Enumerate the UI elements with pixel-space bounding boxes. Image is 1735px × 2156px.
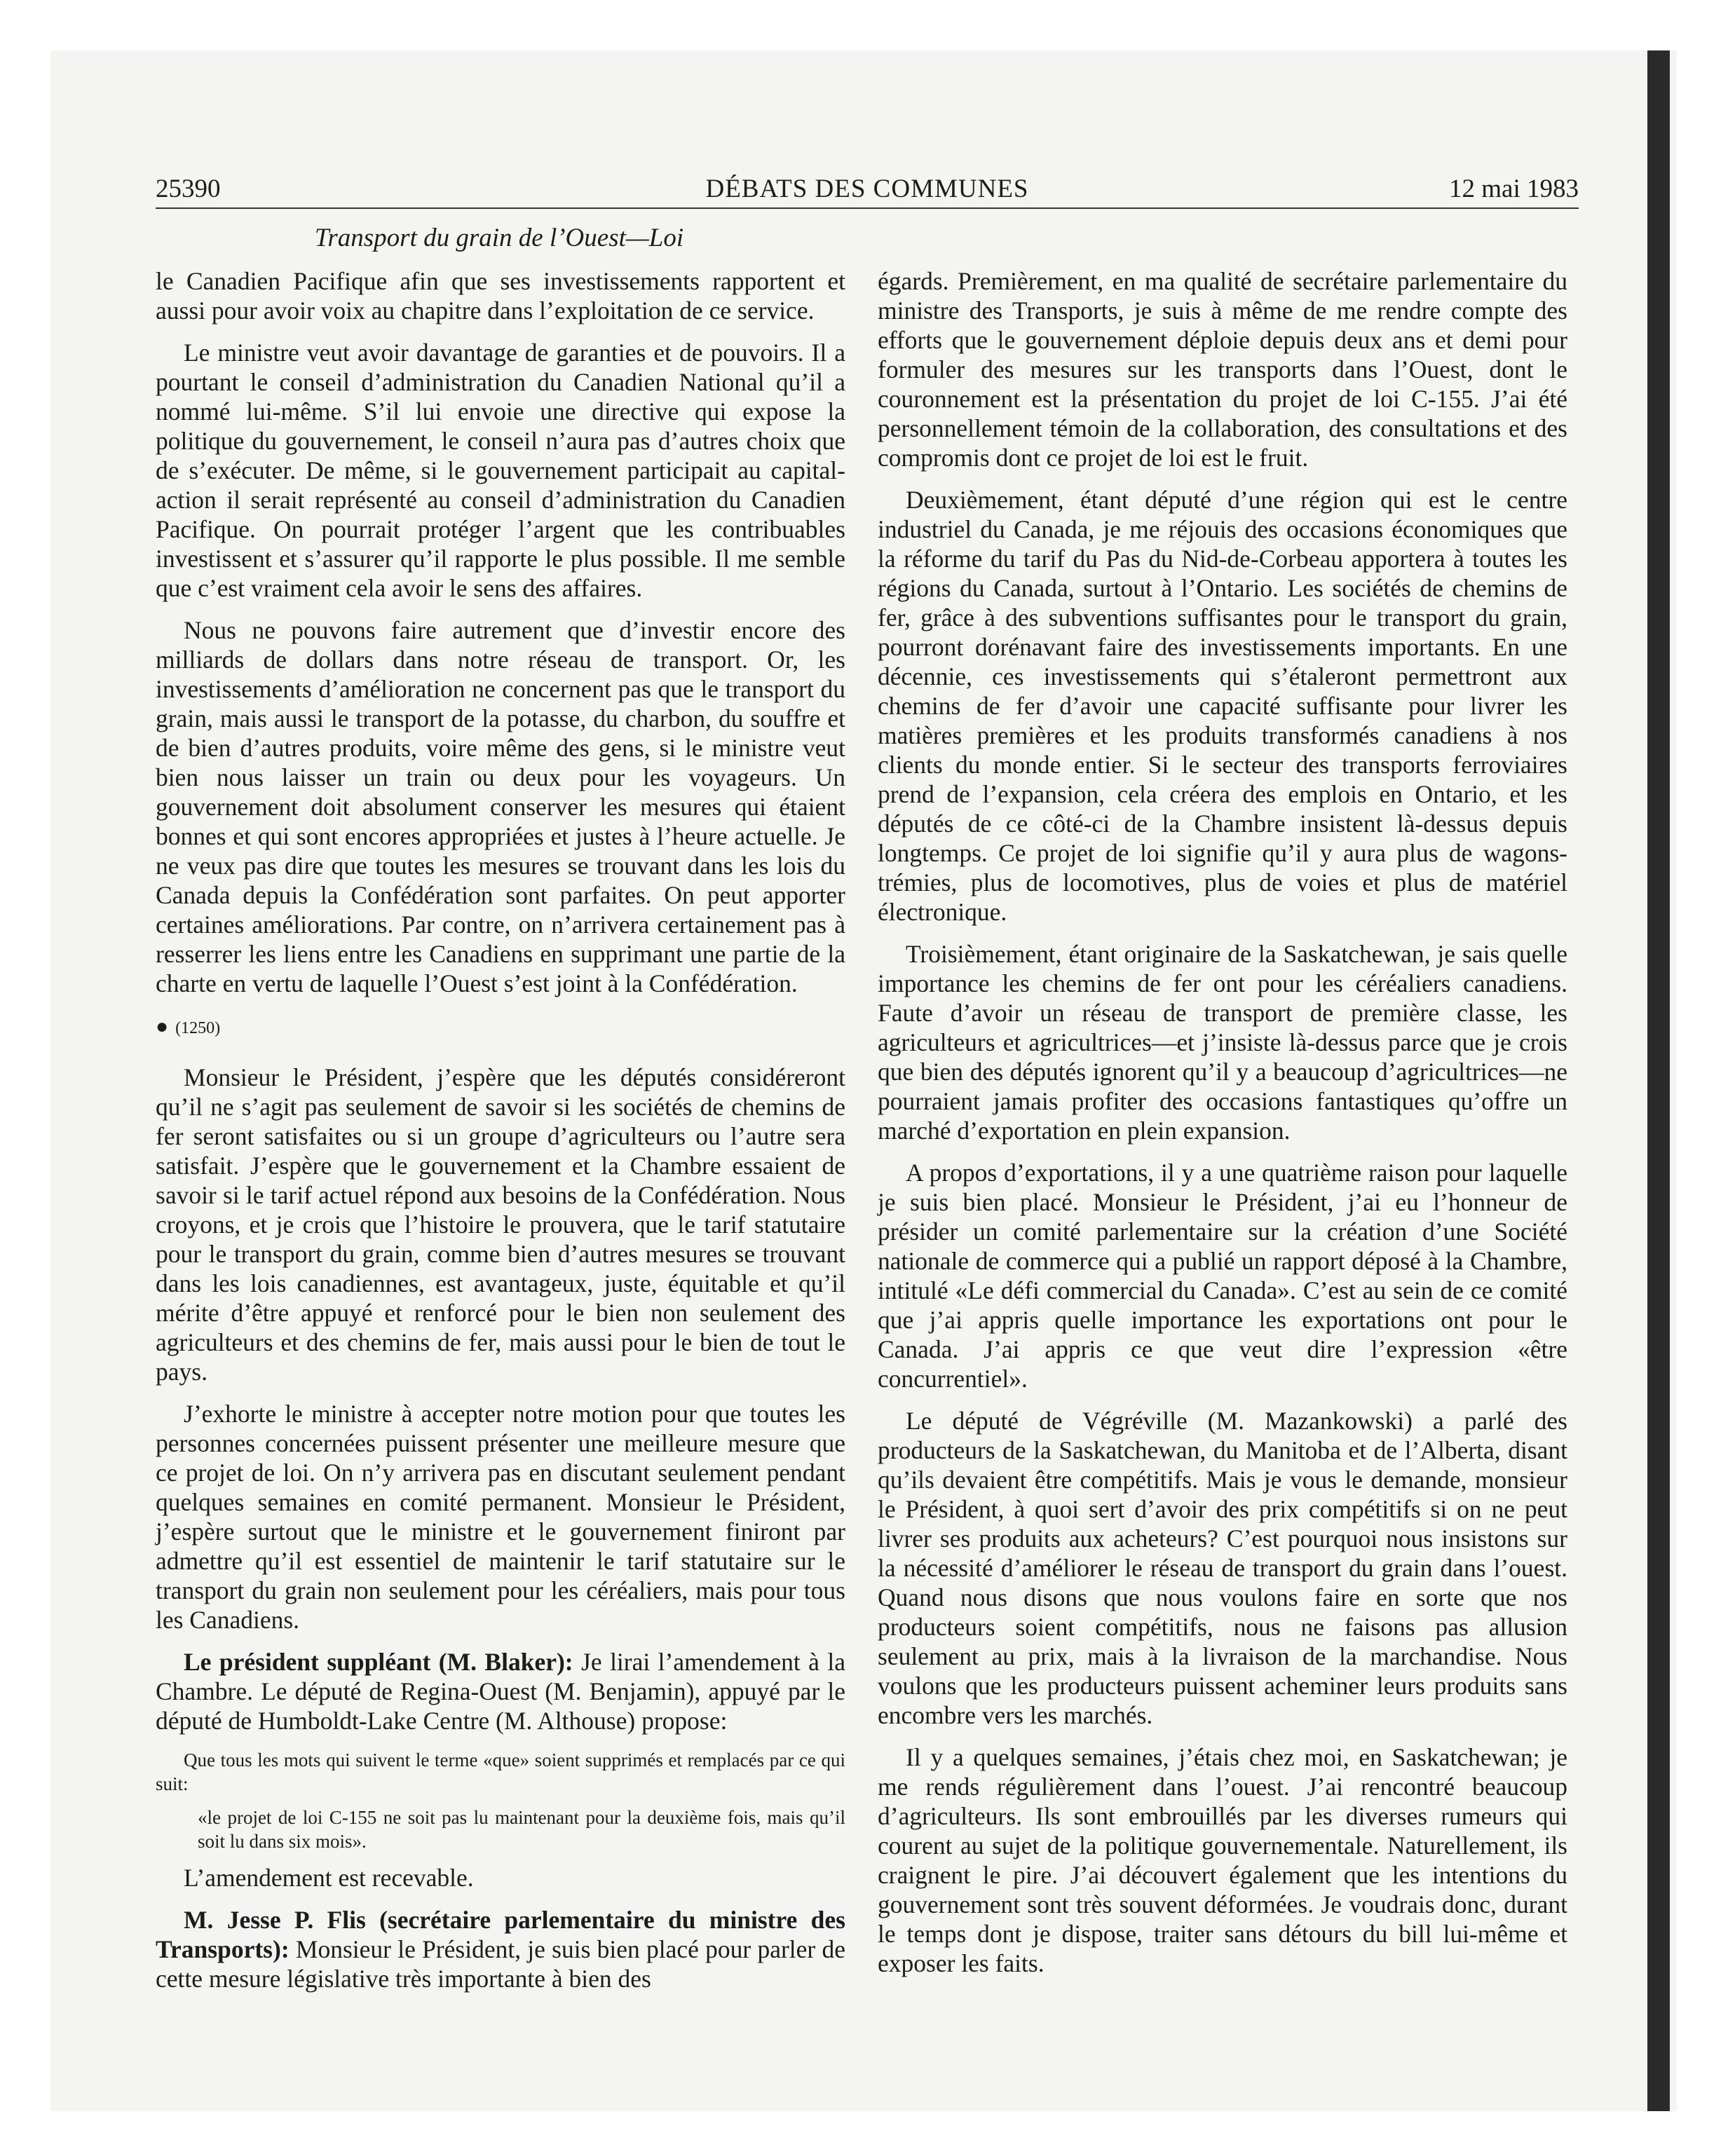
time-marker bbox=[156, 1016, 845, 1039]
running-title: Transport du grain de l’Ouest—Loi bbox=[314, 224, 684, 252]
time-marker-text: (1250) bbox=[175, 1019, 221, 1037]
paragraph: le Canadien Pacifique afin que ses investissements rapportent et aussi pour avoir voix au chapitre dans l’exploitation de ce service. bbox=[156, 267, 845, 325]
paragraph: Monsieur le Président, j’espère que les députés considéreront qu’il ne s’agit pas seulement de savoir si les sociétés de chemins de fer seront satisfaites ou si un groupe d’agriculteurs ou l’autre sera satisfait. J’espère que le gouvernement et la Chambre essaient de savoir si le tarif actuel répond aux besoins de la Confédération. Nous croyons, et je crois que l’histoire le prouvera, que le tarif statutaire pour le transport du grain, comme bien d’autres mesures se trouvant dans les lois canadiennes, est avantageux, juste, équitable et qu’il mérite d’être appuyé et renforcé pour le bien non seulement des agriculteurs et des chemins de fer, mais aussi pour le bien de tout le pays. bbox=[156, 1063, 845, 1386]
paragraph: J’exhorte le ministre à accepter notre motion pour que toutes les personnes concernées puissent présenter une meilleure mesure que ce projet de loi. On n’y arrivera pas en discutant seulement pendant quelques semaines en comité permanent. Monsieur le Président, j’espère surtout que le ministre et le gouvernement finiront par admettre qu’il est essentiel de maintenir le tarif statutaire sur le transport du grain non seulement pour les céréaliers, mais pour tous les Canadiens. bbox=[156, 1400, 845, 1634]
left-column bbox=[156, 266, 845, 2006]
publication-title: DÉBATS DES COMMUNES bbox=[705, 175, 1029, 203]
speech-text: Monsieur le Président, je suis bien placé pour parler de cette mesure législative très importante à bien des bbox=[156, 1935, 845, 1993]
paragraph: égards. Premièrement, en ma qualité de secrétaire parlementaire du ministre des Transports, je suis à même de me rendre compte des efforts que le gouvernement déploie depuis deux ans et demi pour formuler des mesures sur les transports dans l’Ouest, dont le couronnement est la présentation du projet de loi C-155. J’ai été personnellement témoin de la collaboration, des consultations et des compromis dont ce projet de loi est le fruit. bbox=[878, 267, 1567, 472]
paragraph: Le ministre veut avoir davantage de garanties et de pouvoirs. Il a pourtant le conseil d’administration du Canadien National qu’il a nommé lui-même. S’il lui envoie une directive qui expose la politique du gouvernement, le conseil n’aura pas d’autres choix que de s’exécuter. De même, si le gouvernement participait au capital-action il serait représenté au conseil d’administration du Canadien Pacifique. On pourrait protéger l’argent que les contribuables investissent et s’assurer qu’il rapporte le plus possible. Il me semble que c’est vraiment cela avoir le sens des affaires. bbox=[156, 339, 845, 602]
publication-date: 12 mai 1983 bbox=[1449, 175, 1579, 203]
paragraph: Le député de Végréville (M. Mazankowski) a parlé des producteurs de la Saskatchewan, du Manitoba et de l’Alberta, disant qu’ils devaient être compétitifs. Mais je vous le demande, monsieur le Président, à quoi sert d’avoir des prix compétitifs si on ne peut livrer ses produits aux acheteurs? C’est pourquoi nous insistons sur la nécessité d’améliorer le réseau de transport du grain dans l’ouest. Quand nous disons que nous voulons faire en sorte que nos producteurs soient compétitifs, nous ne faisons pas allusion seulement au prix, mais à la livraison de la marchandise. Nous voulons que les producteurs puissent acheminer leurs produits sans encombre vers les marchés. bbox=[878, 1407, 1567, 1729]
speaker-name: Le président suppléant (M. Blaker): bbox=[184, 1648, 573, 1676]
amendment-text: «le projet de loi C-155 ne soit pas lu maintenant pour la deuxième fois, mais qu’il soit lu dans six mois». bbox=[198, 1807, 845, 1852]
paragraph: Deuxièmement, étant député d’une région qui est le centre industriel du Canada, je me réjouis des occasions économiques que la réforme du tarif du Pas du Nid-de-Corbeau apportera à toutes les régions du Canada, surtout à l’Ontario. Les sociétés de chemins de fer, grâce à des subventions suffisantes pour le transport du grain, pourront dorénavant faire des investissements importants. En une décennie, ces investissements qui s’étaleront permettront aux chemins de fer d’avoir une capacité suffisante pour livrer les matières premières et les produits transformés canadiens à nos clients du monde entier. Si le secteur des transports ferroviaires prend de l’expansion, cela créera des emplois en Ontario, et les députés de ce côté-ci de la Chambre insistent là-dessus depuis longtemps. Ce projet de loi signifie qu’il y aura plus de wagons-trémies, plus de locomotives, plus de voies et plus de matériel électronique. bbox=[878, 486, 1567, 926]
page-header bbox=[156, 174, 1579, 209]
speech-text: Je lirai l’amendement à la Chambre. Le député de Regina-Ouest (M. Benjamin), appuyé par le député de Humboldt-Lake Centre (M. Althouse) propose: bbox=[156, 1648, 846, 1735]
page-number: 25390 bbox=[156, 175, 221, 203]
bullet-icon: ● bbox=[156, 1015, 169, 1038]
speaker-paragraph bbox=[156, 1905, 845, 1993]
amendment-quote: Que tous les mots qui suivent le terme «que» soient supprimés et remplacés par ce qui suit: bbox=[156, 1749, 845, 1794]
speaker-name: M. Jesse P. Flis (secrétaire parlementaire du ministre des Transports): bbox=[156, 1906, 845, 1963]
right-column bbox=[878, 266, 1567, 1991]
paragraph: L’amendement est recevable. bbox=[184, 1864, 474, 1892]
paragraph: Il y a quelques semaines, j’étais chez moi, en Saskatchewan; je me rends régulièrement dans l’ouest. J’ai rencontré beaucoup d’agriculteurs. Ils sont embrouillés par les diverses rumeurs qui courent au sujet de la politique gouvernementale. Naturellement, ils craignent le pire. J’ai découvert également que les intentions du gouvernement sont très souvent déformées. Je voudrais donc, durant le temps dont je dispose, traiter sans détours du bill lui-même et exposer les faits. bbox=[878, 1743, 1567, 1977]
paragraph: Troisièmement, étant originaire de la Saskatchewan, je sais quelle importance les chemins de fer ont pour les céréaliers canadiens. Faute d’avoir un réseau de transport de première classe, les agriculteurs et agricultrices—et j’insiste là-dessus parce que je crois que bien des députés ignorent qu’il y a beaucoup d’agricultrices—ne pourraient jamais profiter des occasions fantastiques qu’offre un marché d’exportation en plein expansion. bbox=[878, 940, 1567, 1145]
paragraph: Nous ne pouvons faire autrement que d’investir encore des milliards de dollars dans notre réseau de transport. Or, les investissements d’amélioration ne concernent pas que le transport du grain, mais aussi le transport de la potasse, du charbon, du souffre et de bien d’autres produits, voire même des gens, si le ministre veut bien nous laisser un train ou deux pour les voyageurs. Un gouvernement doit absolument conserver les mesures qui étaient bonnes et qui sont encores appropriées et justes à l’heure actuelle. Je ne veux pas dire que toutes les mesures se trouvant dans les lois du Canada depuis la Confédération sont parfaites. On peut apporter certaines améliorations. Par contre, on n’arrivera certainement pas à resserrer les liens entre les Canadiens en supprimant une partie de la charte en vertu de laquelle l’Ouest s’est joint à la Confédération. bbox=[156, 616, 845, 997]
paragraph: A propos d’exportations, il y a une quatrième raison pour laquelle je suis bien placé. Monsieur le Président, j’ai eu l’honneur de présider un comité parlementaire sur la création d’une Société nationale de commerce qui a publié un rapport déposé à la Chambre, intitulé «Le défi commercial du Canada». C’est au sein de ce comité que j’ai appris quelle importance les exportations ont pour le Canada. J’ai appris ce que veut dire l’expression «être concurrentiel». bbox=[878, 1159, 1567, 1393]
page-binding-edge bbox=[1647, 50, 1670, 2111]
speaker-paragraph bbox=[156, 1647, 845, 1735]
